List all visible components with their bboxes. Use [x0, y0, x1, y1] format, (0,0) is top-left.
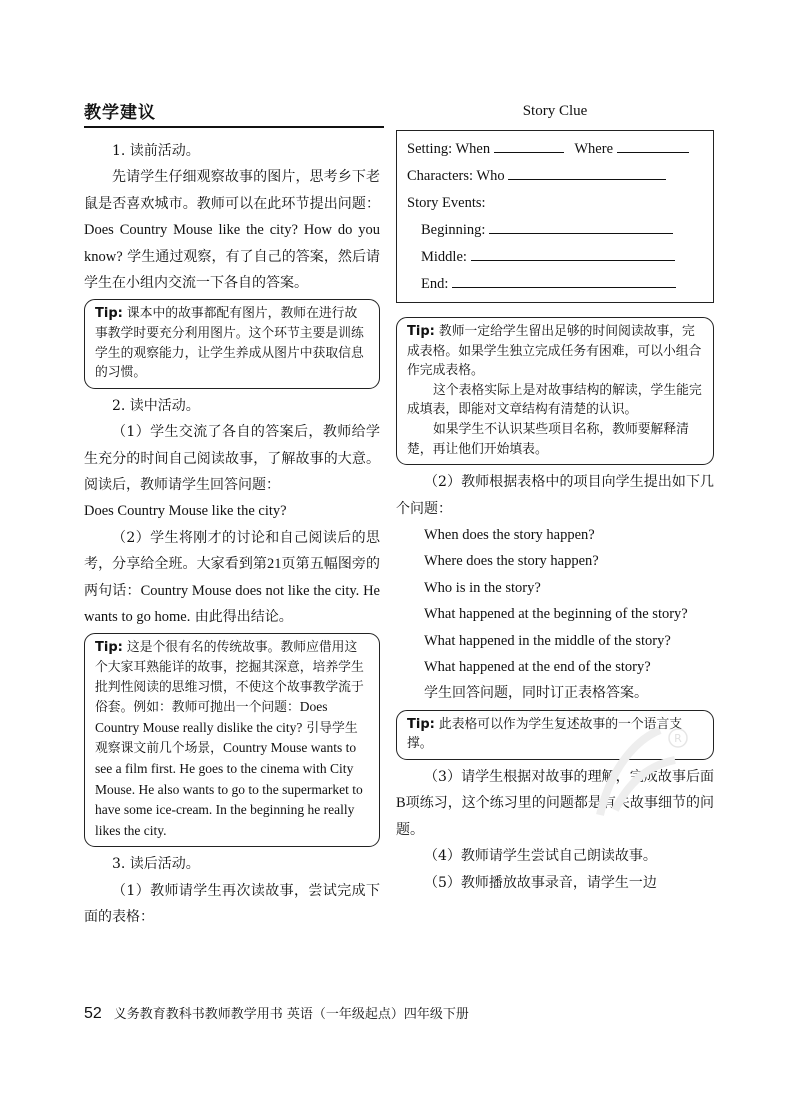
questions-intro-paragraph: （2）教师根据表格中的项目向学生提出如下几个问题： [396, 474, 714, 517]
story-clue-setting-row: Setting: When Where [407, 136, 703, 163]
tip-box-traditional-story: Tip: 这是个很有名的传统故事。教师应借用这个大家耳熟能详的故事，挖掘其深意，培养学生批判性阅读的思维习惯，不使这个故事教学流于俗套。例如：教师可抛出一个问题：Does Country Mouse really dislike the city? 引导学生观察课文前几个场景，Country Mouse wants to see a film first. He goes to the cinema with City Mouse. He also wants to go to the supermarket to have some ice-cream. In the beginning he really likes the city. [84, 633, 380, 847]
tip-label: Tip: [95, 640, 123, 656]
blank-line [508, 165, 666, 180]
while-reading-paragraph-1: （1）学生交流了各自的答案后，教师给学生充分的时间自己阅读故事，了解故事的大意。 阅读后，教师请学生回答问题： [84, 424, 380, 494]
blank-line [617, 138, 689, 153]
blank-line [471, 246, 675, 261]
story-clue-end-row: End: [407, 271, 703, 298]
while-reading-question: Does Country Mouse like the city? [84, 503, 287, 520]
tip-label: Tip: [407, 324, 435, 339]
while-reading-heading: 2. 读中活动。 [112, 397, 200, 414]
pre-reading-heading: 1. 读前活动。 [112, 143, 200, 159]
section-title-underline [84, 126, 384, 128]
blank-line [494, 138, 564, 153]
story-clue-title: Story Clue [522, 103, 588, 119]
svg-text:R: R [674, 732, 682, 745]
pre-reading-paragraph: 先请学生仔细观察故事的图片，思考乡下老鼠是否喜欢城市。教师可以在此环节提出问题：Does Country Mouse like the city? How do you know? 学生通过观察，有了自己的答案，然后请学生在小组内交流一下各自的答案。 [84, 169, 380, 292]
question-item: Where does the story happen? [424, 553, 599, 570]
question-item: What happened at the end of the story? [424, 659, 651, 675]
blank-line [452, 273, 676, 288]
story-clue-events-row: Story Events: [407, 195, 486, 211]
tip-box-pictures: Tip: 课本中的故事都配有图片，教师在进行故事教学时要充分利用图片。这个环节主要是训练学生的观察能力，让学生养成从图片中获取信息的习惯。 [84, 299, 380, 388]
tip-box-story-clue: Tip: 教师一定给学生留出足够的时间阅读故事，完成表格。如果学生独立完成任务有困难，可以小组合作完成表格。 这个表格实际上是对故事结构的解读，学生能完成填表，即能对文章结构有清楚的认识。 如果学生不认识某些项目名称，教师要解释清楚，再让他们开始填表。 [396, 317, 714, 465]
story-clue-table [396, 130, 714, 303]
section-title: 教学建议 [84, 103, 156, 123]
read-aloud-paragraph: （4）教师请学生尝试自己朗读故事。 [424, 848, 657, 865]
exercise-b-paragraph: （3）请学生根据对故事的理解，完成故事后面B项练习，这个练习里的问题都是有关故事细节的问题。 [396, 769, 714, 838]
story-clue-beginning-row: Beginning: [407, 217, 703, 244]
post-reading-heading: 3. 读后活动。 [112, 856, 200, 873]
tip-box-retelling: Tip: 此表格可以作为学生复述故事的一个语言支撑。 [396, 710, 714, 760]
page-footer [84, 1003, 724, 1023]
recording-paragraph: （5）教师播放故事录音，请学生一边 [424, 874, 657, 891]
post-reading-paragraph: （1）教师请学生再次读故事，尝试完成下面的表格： [84, 882, 380, 926]
tip-label: Tip: [95, 306, 123, 322]
question-item: Who is in the story? [424, 579, 541, 596]
left-column [84, 138, 380, 931]
story-clue-middle-row: Middle: [407, 244, 703, 271]
tip-label: Tip: [407, 716, 435, 732]
book-title: 义务教育教科书教师教学用书 英语（一年级起点）四年级下册 [113, 1007, 469, 1022]
answer-paragraph: 学生回答问题，同时订正表格答案。 [424, 685, 648, 702]
question-item: What happened in the middle of the story? [424, 632, 671, 649]
blank-line [489, 219, 673, 234]
story-clue-characters-row: Characters: Who [407, 163, 703, 190]
page-number: 52 [84, 1005, 102, 1022]
question-list [396, 522, 714, 680]
question-item: What happened at the beginning of the story? [424, 606, 688, 623]
registered-watermark-icon [580, 720, 690, 830]
question-item: When does the story happen? [424, 526, 595, 543]
while-reading-paragraph-2: （2）学生将刚才的讨论和自己阅读后的思考，分享给全班。大家看到第21页第五幅图旁的两句话：Country Mouse does not like the city. He wants to go home. 由此得出结论。 [84, 529, 381, 626]
